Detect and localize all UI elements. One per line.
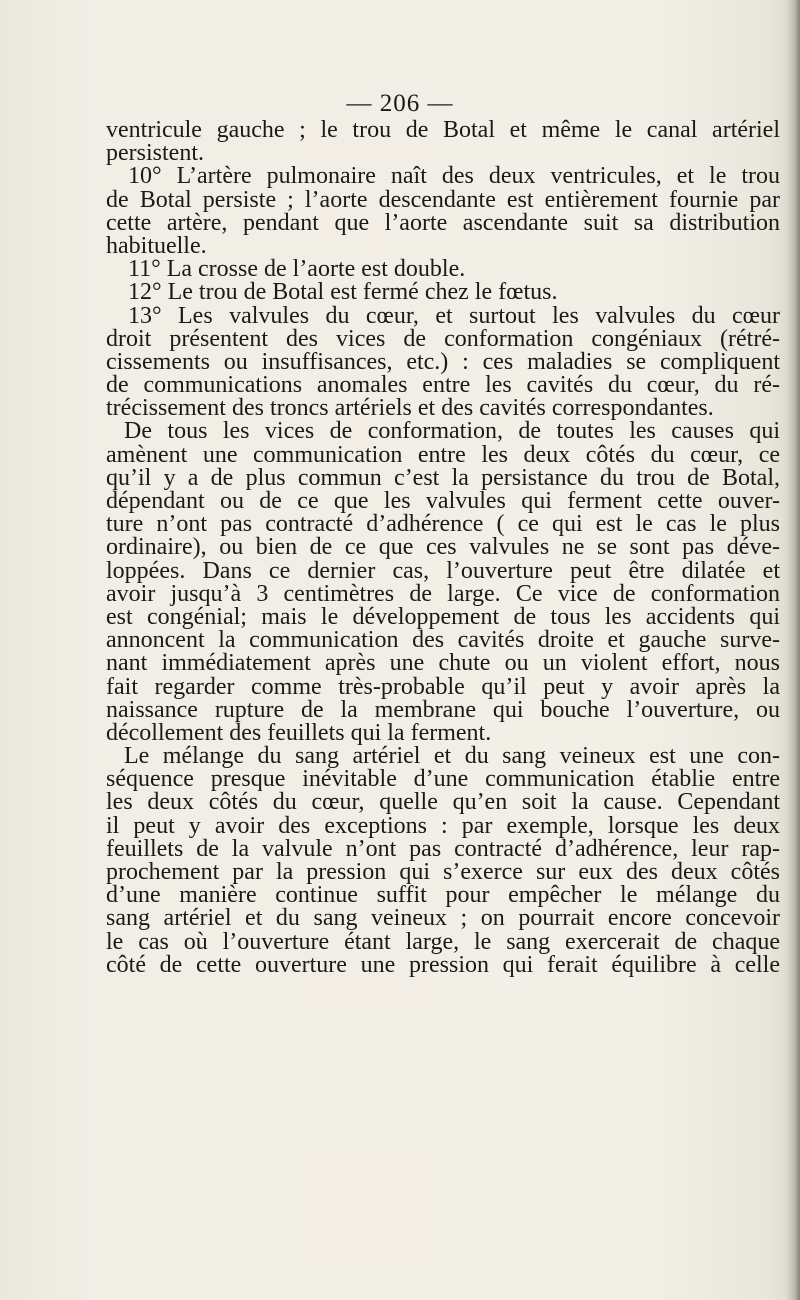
text-line: 12° Le trou de Botal est fermé chez le fœtus. — [128, 279, 558, 306]
text-line: De tous les vices de conformation, de toutes les causes qui — [124, 418, 780, 445]
body-text — [106, 119, 780, 977]
text-line: naissance rupture de la membrane qui bouche l’ouverture, ou — [106, 696, 780, 723]
text-line: Le mélange du sang artériel et du sang veineux est une con- — [124, 743, 780, 770]
text-line: droit présentent des vices de conformation congéniaux (rétré- — [106, 325, 780, 352]
text-line: trécissement des troncs artériels et des cavités correspondantes. — [106, 395, 714, 422]
text-line: ture n’ont pas contracté d’adhérence ( ce qui est le cas le plus — [106, 511, 780, 538]
page-number: — 206 — — [346, 90, 454, 117]
text-line: les deux côtés du cœur, quelle qu’en soit la cause. Cependant — [106, 789, 780, 816]
text-line: ventricule gauche ; le trou de Botal et même le canal artériel — [106, 117, 780, 143]
text-line: il peut y avoir des exceptions : par exemple, lorsque les deux — [106, 812, 780, 839]
text-line: feuillets de la valvule n’ont pas contracté d’adhérence, leur rap- — [106, 835, 780, 862]
text-line: d’une manière continue suffit pour empêcher le mélange du — [106, 882, 780, 909]
text-line: amènent une communication entre les deux côtés du cœur, ce — [106, 441, 780, 468]
text-line: sang artériel et du sang veineux ; on pourrait encore concevoir — [106, 905, 780, 932]
text-line: dépendant ou de ce que les valvules qui ferment cette ouver- — [106, 488, 780, 514]
text-line: annoncent la communication des cavités droite et gauche surve- — [106, 627, 780, 654]
text-line: 10° L’artère pulmonaire naît des deux ventricules, et le trou — [128, 163, 780, 190]
text-line: prochement par la pression qui s’exerce sur eux des deux côtés — [106, 859, 780, 885]
text-line: est congénial; mais le développement de tous les accidents qui — [106, 603, 780, 630]
text-line: cette artère, pendant que l’aorte ascendante suit sa distribution — [106, 209, 780, 236]
text-line: 11° La crosse de l’aorte est double. — [128, 256, 466, 283]
text-line: de communications anomales entre les cavités du cœur, du ré- — [106, 372, 780, 399]
text-line: séquence presque inévitable d’une communication établie entre — [106, 766, 780, 793]
text-line: le cas où l’ouverture étant large, le sang exercerait de chaque — [106, 928, 780, 955]
page-edge-shadow — [786, 0, 800, 1300]
text-line: 13° Les valvules du cœur, et surtout les valvules du cœur — [128, 302, 780, 329]
text-line: cissements ou insuffisances, etc.) : ces maladies se compliquent — [106, 348, 780, 375]
text-line: ordinaire), ou bien de ce que ces valvules ne se sont pas déve- — [106, 534, 780, 561]
text-line: nant immédiatement après une chute ou un violent effort, nous — [106, 650, 780, 677]
text-line: fait regarder comme très-probable qu’il peut y avoir après la — [106, 673, 780, 700]
text-line: loppées. Dans ce dernier cas, l’ouverture peut être dilatée et — [106, 557, 780, 584]
text-line: de Botal persiste ; l’aorte descendante est entièrement fournie par — [106, 186, 780, 213]
text-line: persistent. — [106, 140, 204, 167]
text-line: côté de cette ouverture une pression qui ferait équilibre à celle — [106, 951, 780, 978]
text-line: habituelle. — [106, 232, 207, 259]
text-line: avoir jusqu’à 3 centimètres de large. Ce vice de conformation — [106, 580, 780, 607]
text-line: qu’il y a de plus commun c’est la persistance du trou de Botal, — [106, 464, 780, 491]
text-line: décollement des feuillets qui la ferment. — [106, 719, 492, 746]
